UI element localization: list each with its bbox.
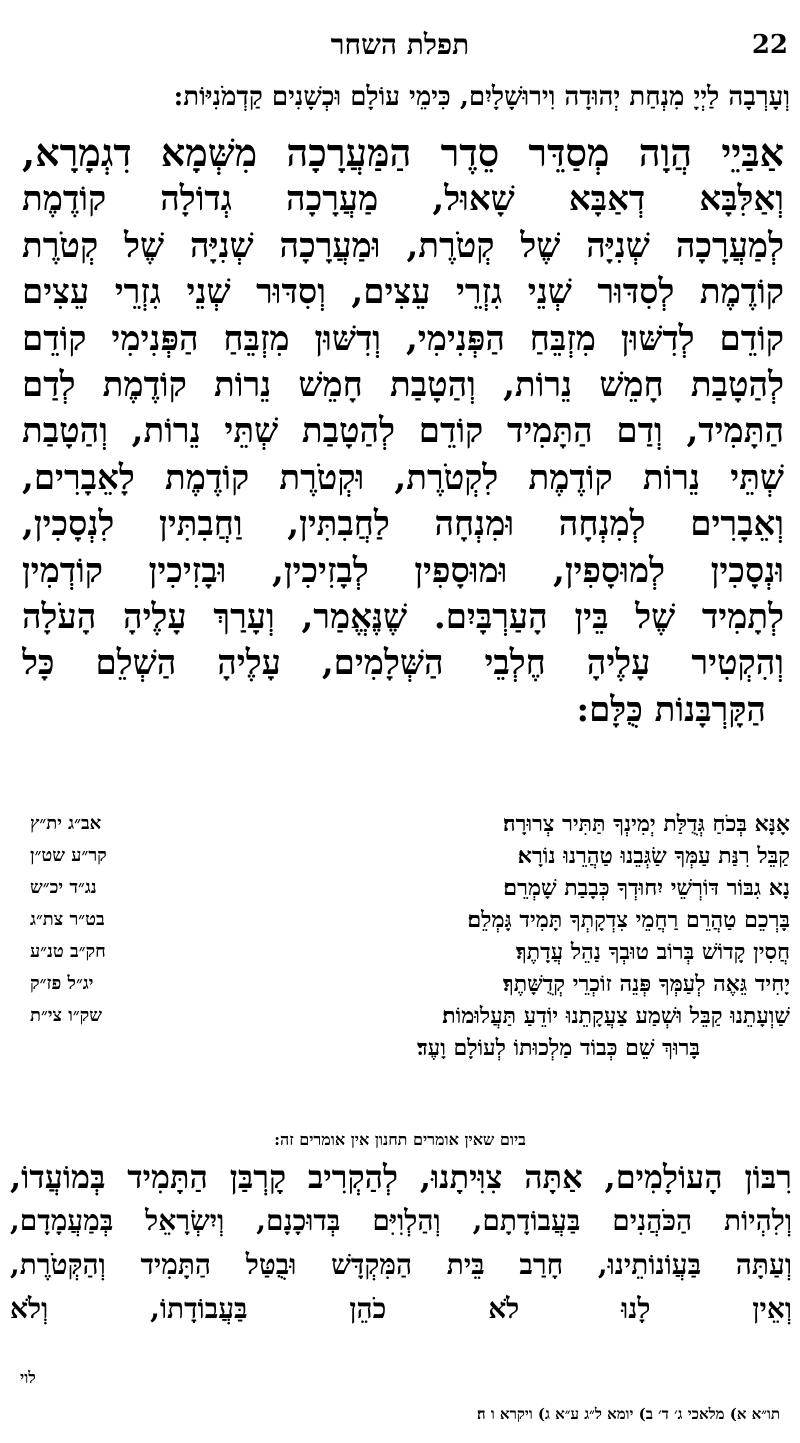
anna-verse: קַבֵּל רִנַּת עַמְּךָ שַׂגְּבֵנוּ טַהֲרֵנוּ נוֹרָא׃	[517, 843, 790, 869]
anna-row	[30, 968, 790, 1000]
main-text-line: לְהַטָבַת חָמֵשׁ נֵרוֹת, וְהַטָבַת חָמֵשׁ נֵרוֹת קוֹדֶמֶת לְדַם	[22, 364, 784, 405]
ribon-haolamim-block	[10, 1155, 792, 1331]
main-text-line: קוֹדֶמֶת לְסִדּוּר שְׁנֵי גִזְרֵי עֵצִים, וְסִדּוּר שְׁנֵי גִזְרֵי עֵצִים	[22, 272, 784, 313]
anna-verse: בָּרְכֵם טַהֲרֵם רַחֲמֵי צִדְקָתְךָ תָּמִיד גָּמְלֵם׃	[467, 907, 790, 933]
ribon-line: וְאֵין לָנוּ לֹא כֹהֵן בַּעֲבוֹדָתוֹ, וְלֹא	[10, 1292, 792, 1325]
anna-verse: נָא גִבּוֹר דּוֹרְשֵׁי יִחוּדְךָ כְּבָבַת שָׁמְרֵם׃	[503, 875, 790, 901]
main-text-line: שְׁתֵּי נֵרוֹת קוֹדֶמֶת לִקְטֹרֶת, וּקְטֹרֶת קוֹדֶמֶת לָאֵבָרִים,	[22, 457, 784, 498]
anna-row	[30, 1000, 790, 1032]
page-number: 22	[751, 30, 788, 60]
anna-row	[30, 904, 790, 936]
anna-acronym: בט״ר צת״ג	[30, 909, 105, 930]
main-text-line: וְאַלִּבָּא דְאַבָּא שָׁאוּל, מַעֲרָכָה גְדוֹלָה קוֹדֶמֶת	[22, 179, 784, 220]
anna-row	[30, 840, 790, 872]
footnote-sources: תו״א א) מלאכי ג׳ ד׳ ב) יומא ל״ג ע״א ג) ויקרא ו ה׃	[476, 1405, 780, 1423]
top-verse-line: וְעָרְבָה לַיְיָ מִנְחַת יְהוּדָה וִירוּשָׁלָיִם, כִּימֵי עוֹלָם וּכְשָׁנִים קַדְמֹנִיּוֹת:	[173, 82, 790, 112]
anna-acronym: קר״ע שט״ן	[30, 845, 107, 866]
main-text-line: הַקָּרְבָּנוֹת כֻּלָּם:	[576, 689, 766, 730]
anna-row	[30, 872, 790, 904]
ribon-line: וְלִהְיוֹת הַכֹּהֲנִים בַּעֲבוֹדָתָם, וְהַלְוִיִּם בְּדוּכָנָם, וְיִשְׂרָאֵל בְּמַעֲמָדָם,	[10, 1204, 792, 1237]
anna-acronym: שק״ו צי״ת	[30, 1005, 103, 1026]
main-text-line: וְהִקְטִיר עָלֶיהָ חֶלְבֵי הַשְּׁלָמִים, עָלֶיהָ הַשְׁלֵם כָּל	[22, 643, 784, 684]
main-text-line: וּנְסָכִין לְמוּסָפִין, וּמוּסָפִין לְבָזִיכִין, וּבָזִיכִין קוֹדְמִין	[22, 550, 784, 591]
anna-verse: חֲסִין קָדוֹשׁ בְּרוֹב טוּבְךָ נַהֵל עֲדָתֶךָ׃	[515, 939, 790, 965]
anna-row	[30, 936, 790, 968]
anna-acronym: אב״ג ית״ץ	[30, 813, 102, 834]
anna-acronym: נג״ד יכ״ש	[30, 877, 97, 898]
anna-verse: אָנָּא בְּכֹחַ גְּדֻלַּת יְמִינְךָ תַּתִּיר צְרוּרָה׃	[503, 811, 790, 837]
anna-acronym: חק״ב טנ״ע	[30, 941, 106, 962]
anna-row	[30, 808, 790, 840]
anna-verse: בָּרוּךְ שֵׁם כְּבוֹד מַלְכוּתוֹ לְעוֹלָם וָעֶד׃	[417, 1035, 700, 1061]
main-text-line: וְאֵבָרִים לְמִנְחָה וּמִנְחָה לַחֲבִתִּין, וַחֲבִתִּין לִנְסָכִין,	[22, 504, 784, 545]
anna-verse: יָחִיד גֵּאֶה לְעַמְּךָ פְּנֵה זוֹכְרֵי קְדֻשָּׁתֶךָ׃	[502, 971, 790, 997]
catchword: לוי	[20, 1368, 36, 1387]
ribon-line: וְעַתָּה בַּעֲוֹנוֹתֵינוּ, חָרַב בֵּית הַמִּקְדָּשׁ וּבֻטַּל הַתָּמִיד וְהַקְּטֹרֶת,	[10, 1248, 792, 1281]
ribon-line: רִבּוֹן הָעוֹלָמִים, אַתָּה צִוִּיתָנוּ, לְהַקְרִיב קָרְבַּן הַתָּמִיד בְּמוֹעֲדוֹ,	[10, 1158, 792, 1196]
anna-verse: שַׁוְעָתֵנוּ קַבֵּל וּשְׁמַע צַעֲקָתֵנוּ יוֹדֵעַ תַּעֲלוּמוֹת׃	[442, 1003, 790, 1029]
anna-acronym: יג״ל פז״ק	[30, 973, 94, 994]
anna-row-baruch-shem	[30, 1032, 790, 1064]
main-text-line: לְמַעֲרָכָה שְׁנִיָּה שֶׁל קְטֹרֶת, וּמַעֲרָכָה שְׁנִיָּה שֶׁל קְטֹרֶת	[22, 225, 784, 266]
page-title: תפלת השחר	[330, 28, 470, 61]
main-text-block	[22, 130, 784, 733]
main-text-line: הַתָּמִיד, וְדַם הַתָּמִיד קוֹדֵם לְהַטָבַת שְׁתֵּי נֵרוֹת, וְהַטָבַת	[22, 411, 784, 452]
main-text-line: אַבַּיֵי הֲוָה מְסַדֵּר סֵדֶר הַמַּעֲרָכָה מִשְּׁמָא דִגְמָרָא,	[22, 130, 784, 175]
main-text-line: קוֹדֵם לְדִשּׁוּן מִזְבֵּחַ הַפְּנִימִי, וְדִשּׁוּן מִזְבֵּחַ הַפְּנִימִי קוֹדֵם	[22, 318, 784, 359]
main-text-line: לְתָמִיד שֶׁל בֵּין הָעַרְבָּיִם. שֶׁנֶּאֱמַר, וְעָרַךְ עָלֶיהָ הָעֹלָה	[22, 596, 784, 637]
anna-bekoach-section	[30, 808, 790, 1064]
instruction-note: ביום שאין אומרים תחנון אין אומרים זה:	[274, 1130, 526, 1149]
